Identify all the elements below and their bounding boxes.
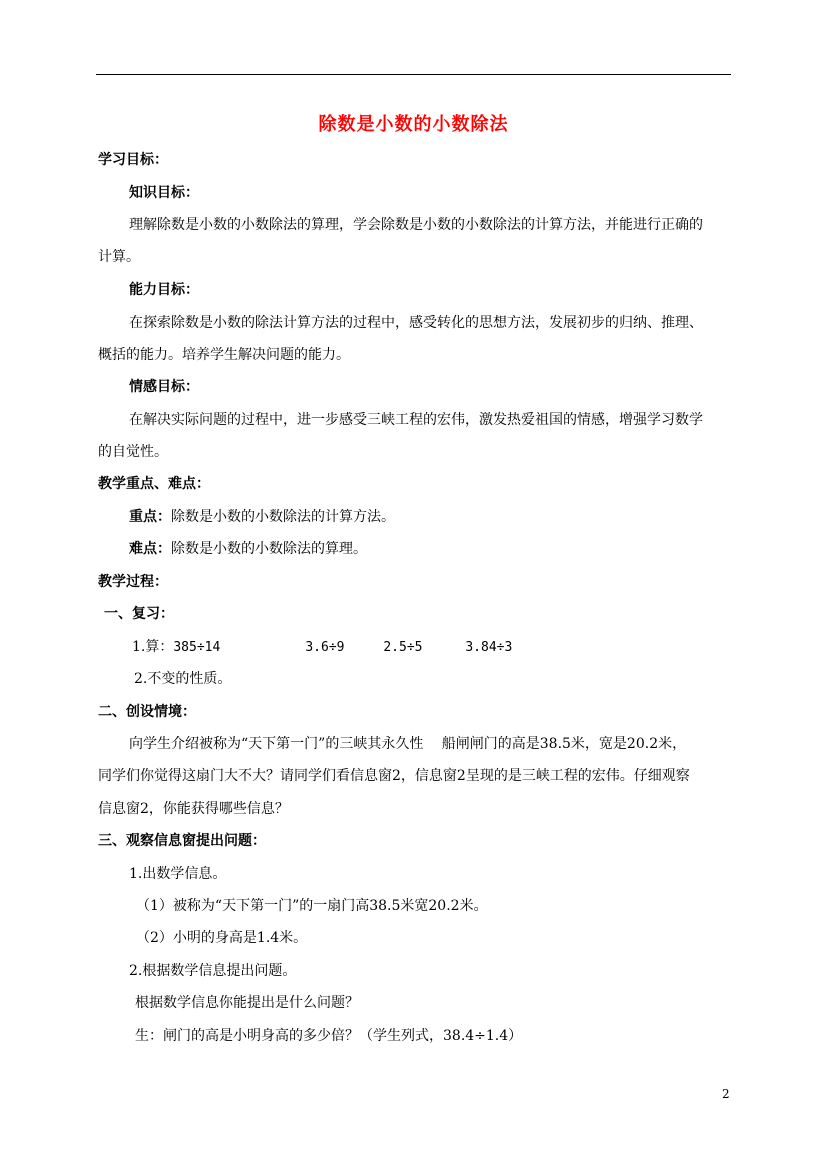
difficulty-line: [129, 539, 367, 559]
review-heading: 一、复习：: [104, 606, 174, 622]
difficulty-text: 除数是小数的小数除法的算理。: [171, 541, 367, 557]
emotion-goal-line-2: 的自觉性。: [98, 444, 168, 460]
focus-line: [129, 507, 395, 527]
difficulty-label: 难点：: [129, 541, 171, 557]
observe-answer: 生：闸门的高是小明身高的多少倍？（学生列式，38.4÷1.4）: [135, 1028, 523, 1044]
observe-heading: 三、观察信息窗提出问题：: [98, 833, 266, 849]
ability-goal-line-2: 概括的能力。培养学生解决问题的能力。: [98, 347, 350, 363]
scenario-line-1: 向学生介绍被称为“天下第一门”的三峡其永久性 船闸闸门的高是38.5米，宽是20.2米，: [129, 736, 687, 752]
knowledge-goal-line-2: 计算。: [98, 249, 140, 265]
review-item-2: 2.不变的性质。: [134, 671, 232, 687]
calc-expression: 2.5÷5: [383, 640, 423, 655]
ability-goal-label: 能力目标：: [129, 282, 199, 298]
focus-label: 重点：: [129, 509, 171, 525]
page-number: 2: [722, 1087, 730, 1101]
emotion-goal-label: 情感目标：: [129, 379, 199, 395]
emotion-goal-line-1: 在解决实际问题的过程中，进一步感受三峡工程的宏伟，激发热爱祖国的情感，增强学习数学: [129, 412, 703, 428]
review-calc-line: [132, 637, 512, 658]
observe-question: 根据数学信息你能提出是什么问题？: [135, 995, 359, 1011]
key-points-heading: 教学重点、难点：: [98, 476, 210, 492]
observe-item-2: 2.根据数学信息提出问题。: [129, 963, 297, 979]
review-item-1-label: 1.算：: [132, 639, 174, 655]
ability-goal-line-1: 在探索除数是小数的除法计算方法的过程中，感受转化的思想方法，发展初步的归纳、推理、: [129, 315, 703, 331]
header-rule: [96, 74, 731, 75]
goals-heading: 学习目标：: [98, 152, 168, 168]
observe-sub-1: （1）被称为“天下第一门”的一扇门高38.5米宽20.2米。: [136, 898, 488, 914]
calc-expression: 385÷14: [173, 640, 221, 655]
observe-sub-2: （2）小明的身高是1.4米。: [136, 930, 308, 946]
calc-expression: 3.84÷3: [465, 640, 513, 655]
calc-expression: 3.6÷9: [305, 640, 345, 655]
knowledge-goal-line-1: 理解除数是小数的小数除法的算理，学会除数是小数的小数除法的计算方法，并能进行正确的: [129, 217, 703, 233]
scenario-line-2: 同学们你觉得这扇门大不大？请同学们看信息窗2，信息窗2呈现的是三峡工程的宏伟。仔细观察: [98, 768, 690, 784]
scenario-heading: 二、创设情境：: [98, 704, 196, 720]
focus-text: 除数是小数的小数除法的计算方法。: [171, 509, 395, 525]
knowledge-goal-label: 知识目标：: [129, 185, 199, 201]
scenario-line-3: 信息窗2，你能获得哪些信息？: [98, 801, 289, 817]
document-title: 除数是小数的小数除法: [318, 114, 509, 135]
observe-item-1: 1.出数学信息。: [129, 866, 227, 882]
process-heading: 教学过程：: [98, 574, 168, 590]
